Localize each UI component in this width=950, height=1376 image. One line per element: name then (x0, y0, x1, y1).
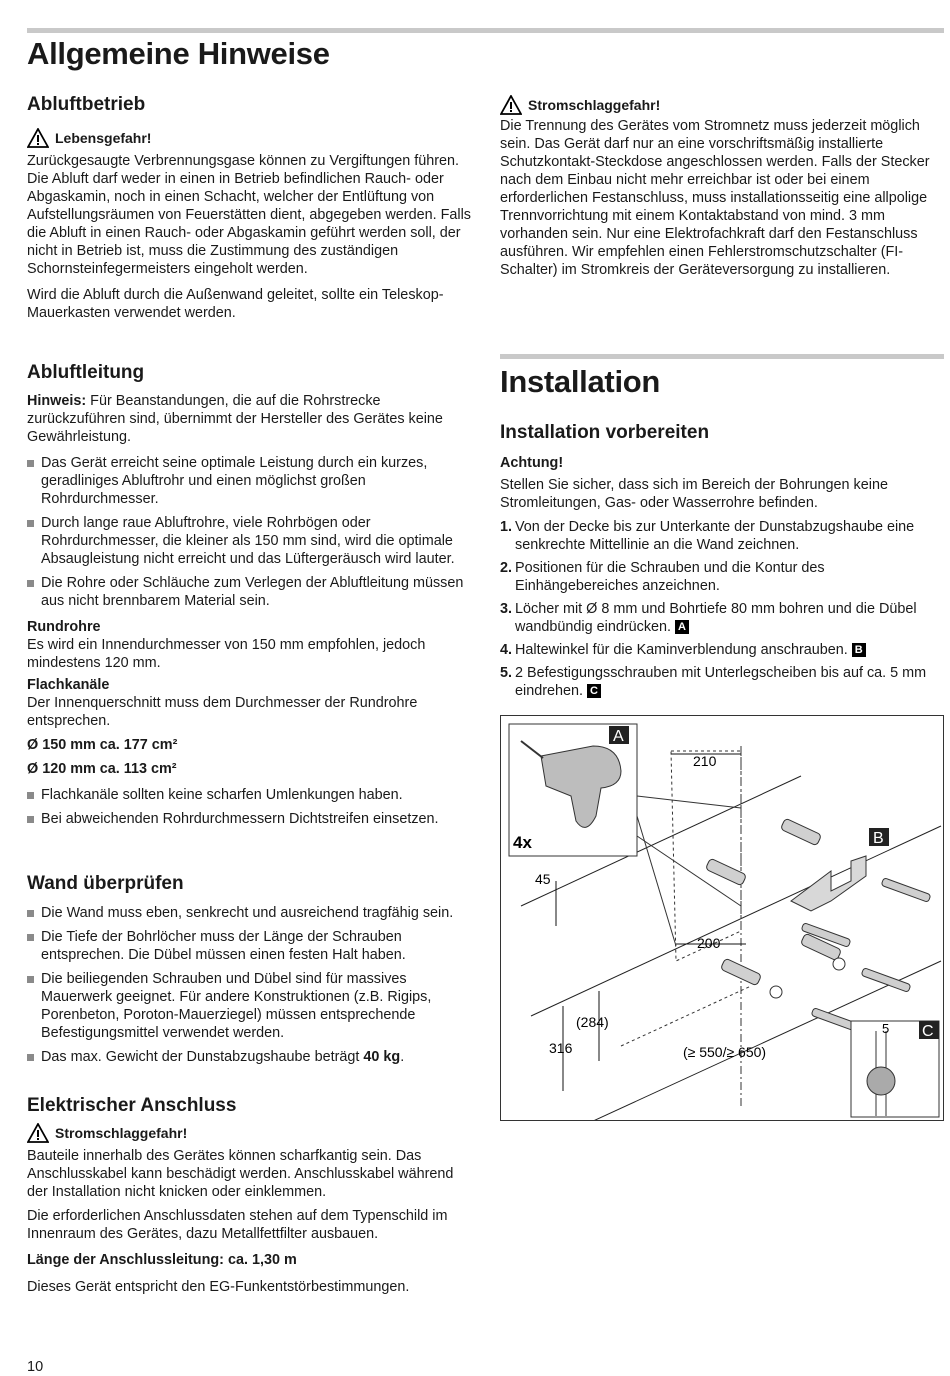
heading-installation-vorbereiten: Installation vorbereiten (500, 422, 710, 443)
step-item (500, 559, 944, 595)
abluftbetrieb-section (27, 128, 475, 322)
spec-120: Ø 120 mm ca. 113 cm² (27, 761, 177, 777)
figure-ref-c: C (587, 684, 601, 698)
list-item: Bei abweichenden Rohrdurchmessern Dichtstreifen einsetzen. (27, 810, 475, 828)
step-text: Haltewinkel für die Kaminverblendung anschrauben. (515, 642, 852, 658)
step-text: Löcher mit Ø 8 mm und Bohrtiefe 80 mm bohren und die Dübel wandbündig eindrücken. (515, 601, 917, 635)
paragraph: Zurückgesaugte Verbrennungsgase können zu Vergiftungen führen. Die Abluft darf weder in einen in Betrieb befindlichen Rauch- oder Abgaskamin, noch in einen Schacht, welcher der Entlüftung von Aufstellungsräumen von Feuerstätten dient, abgegeben werden. Falls die Abluft in einen Rauch- oder Abgaskamin geführt werden soll, der nicht in Betrieb ist, muss die Zustimmung des zuständigen Schornsteinfegermeisters eingeholt werden. (27, 153, 471, 277)
list-item: Flachkanäle sollten keine scharfen Umlenkungen haben. (27, 786, 475, 804)
subheading-rundrohre: Rundrohre (27, 619, 101, 635)
warning-label: Stromschlaggefahr! (55, 1125, 188, 1141)
elektrisch-section (27, 1123, 475, 1296)
abluftleitung-section (27, 392, 475, 828)
step-number: 3. (500, 601, 513, 617)
step-item (500, 664, 944, 700)
right-warning-section (500, 95, 944, 279)
dim-200: 200 (697, 935, 721, 951)
wand-section (27, 904, 475, 1066)
list-item: Das Gerät erreicht seine optimale Leistung durch ein kurzes, geradliniges Abluftrohr und einen möglichst großen Rohrdurchmesser. (27, 454, 475, 508)
section-rule (500, 354, 944, 359)
paragraph: Die Trennung des Gerätes vom Stromnetz muss jederzeit möglich sein. Das Gerät darf nur an eine vorschriftsmäßig installierte Schutzkontakt-Steckdose angeschlossen werden. Falls der Stecker nach dem Einbau nicht mehr erreichbar ist oder bei einem erforderlichen Festanschluss, muss installationsseitig eine allpolige Trennvorrichtung mit einem Kontaktabstand von mind. 3 mm vorhanden sein. Nur eine Elektrofachkraft darf den Festanschluss ausführen. Wir empfehlen einen Fehlerstromschutzschalter (FI-Schalter) im Stromkreis der Geräteversorgung zu installieren. (500, 118, 930, 278)
label-a: A (613, 728, 624, 745)
list-item: Die Tiefe der Bohrlöcher muss der Länge der Schrauben entsprechen. Die Dübel müssen einen festen Halt haben. (27, 928, 475, 964)
hint (27, 392, 475, 446)
hint-label: Hinweis: (27, 393, 87, 409)
step-item (500, 600, 944, 636)
weight-period: . (400, 1049, 405, 1065)
figure-ref-b: B (852, 643, 866, 657)
label-b: B (873, 830, 884, 847)
list-item: Die Rohre oder Schläuche zum Verlegen der Abluftleitung müssen aus nicht brennbarem Material sein. (27, 574, 475, 610)
list-item (27, 1048, 475, 1066)
dim-5: 5 (882, 1021, 890, 1036)
installation-figure (500, 715, 944, 1121)
list-item: Die beiliegenden Schrauben und Dübel sind für massives Mauerwerk geeignet. Für andere Konstruktionen (z.B. Rigips, Porenbeton, Poroton-Mauerziegel) müssen entsprechende Befestigungsmittel verwendet werden. (27, 970, 475, 1042)
step-item (500, 518, 944, 554)
step-number: 5. (500, 665, 513, 681)
count-4x: 4x (513, 833, 532, 852)
heading-abluftbetrieb: Abluftbetrieb (27, 94, 146, 115)
heading-abluftleitung: Abluftleitung (27, 362, 145, 383)
heading-elektrisch: Elektrischer Anschluss (27, 1095, 237, 1116)
dim-316: 316 (549, 1040, 573, 1056)
dim-range: (≥ 550/≥ 650) (683, 1044, 767, 1060)
weight-value: 40 kg (363, 1049, 401, 1065)
warning-triangle-icon (27, 1123, 49, 1143)
hint-text: Für Beanstandungen, die auf die Rohrstrecke zurückzuführen sind, übernimmt der Hersteller des Gerätes keine Gewährleistung. (27, 393, 443, 445)
list-item: Die Wand muss eben, senkrecht und ausreichend tragfähig sein. (27, 904, 475, 922)
paragraph: Dieses Gerät entspricht den EG-Funkentstörbestimmungen. (27, 1279, 410, 1295)
warning-label: Lebensgefahr! (55, 130, 152, 146)
top-rule (27, 28, 944, 33)
step-text: 2 Befestigungsschrauben mit Unterlegscheiben bis auf ca. 5 mm eindrehen. (515, 665, 927, 699)
label-c: C (922, 1023, 934, 1040)
installation-diagram (501, 716, 944, 1121)
dim-284: (284) (576, 1014, 609, 1030)
warning-triangle-icon (27, 128, 49, 148)
installation-section (500, 454, 944, 700)
page-title: Allgemeine Hinweise (27, 36, 330, 71)
warning-label: Stromschlaggefahr! (528, 97, 661, 113)
dim-45: 45 (535, 871, 551, 887)
cable-length: Länge der Anschlussleitung: ca. 1,30 m (27, 1252, 297, 1268)
step-item (500, 641, 944, 659)
heading-wand: Wand überprüfen (27, 873, 184, 894)
paragraph: Die erforderlichen Anschlussdaten stehen auf dem Typenschild im Innenraum des Gerätes, dazu Metallfettfilter ausbauen. (27, 1208, 448, 1242)
dim-210: 210 (693, 753, 717, 769)
step-number: 1. (500, 519, 513, 535)
step-number: 4. (500, 642, 513, 658)
warning-line (27, 128, 475, 148)
warning-triangle-icon (500, 95, 522, 115)
list-item: Durch lange raue Abluftrohre, viele Rohrbögen oder Rohrdurchmesser, die kleiner als 150 mm sind, wird die optimale Absaugleistung nicht erreicht und das Lüftergeräusch wird lauter. (27, 514, 475, 568)
installation-title: Installation (500, 364, 661, 399)
step-text: Von der Decke bis zur Unterkante der Dunstabzugshaube eine senkrechte Mittellinie an die Wand zeichnen. (515, 519, 915, 553)
step-text: Positionen für die Schrauben und die Kontur des Einhängebereiches anzeichnen. (515, 560, 825, 594)
warning-line (27, 1123, 475, 1143)
paragraph: Es wird ein Innendurchmesser von 150 mm empfohlen, jedoch mindestens 120 mm. (27, 637, 426, 671)
paragraph: Der Innenquerschnitt muss dem Durchmesser der Rundrohre entsprechen. (27, 695, 418, 729)
page-number: 10 (27, 1359, 44, 1375)
weight-text: Das max. Gewicht der Dunstabzugshaube beträgt (41, 1049, 364, 1065)
paragraph: Bauteile innerhalb des Gerätes können scharfkantig sein. Das Anschlusskabel kann beschädigt werden. Anschlusskabel während der Installation nicht knicken oder einklemmen. (27, 1148, 454, 1200)
step-number: 2. (500, 560, 513, 576)
figure-ref-a: A (675, 620, 689, 634)
warning-line (500, 95, 944, 115)
subheading-flachkanaele: Flachkanäle (27, 677, 110, 693)
paragraph: Stellen Sie sicher, dass sich im Bereich der Bohrungen keine Stromleitungen, Gas- oder Wasserrohre befinden. (500, 477, 888, 511)
caution-label: Achtung! (500, 455, 564, 471)
spec-150: Ø 150 mm ca. 177 cm² (27, 737, 178, 753)
paragraph: Wird die Abluft durch die Außenwand geleitet, sollte ein Teleskop-Mauerkasten verwendet werden. (27, 287, 444, 321)
